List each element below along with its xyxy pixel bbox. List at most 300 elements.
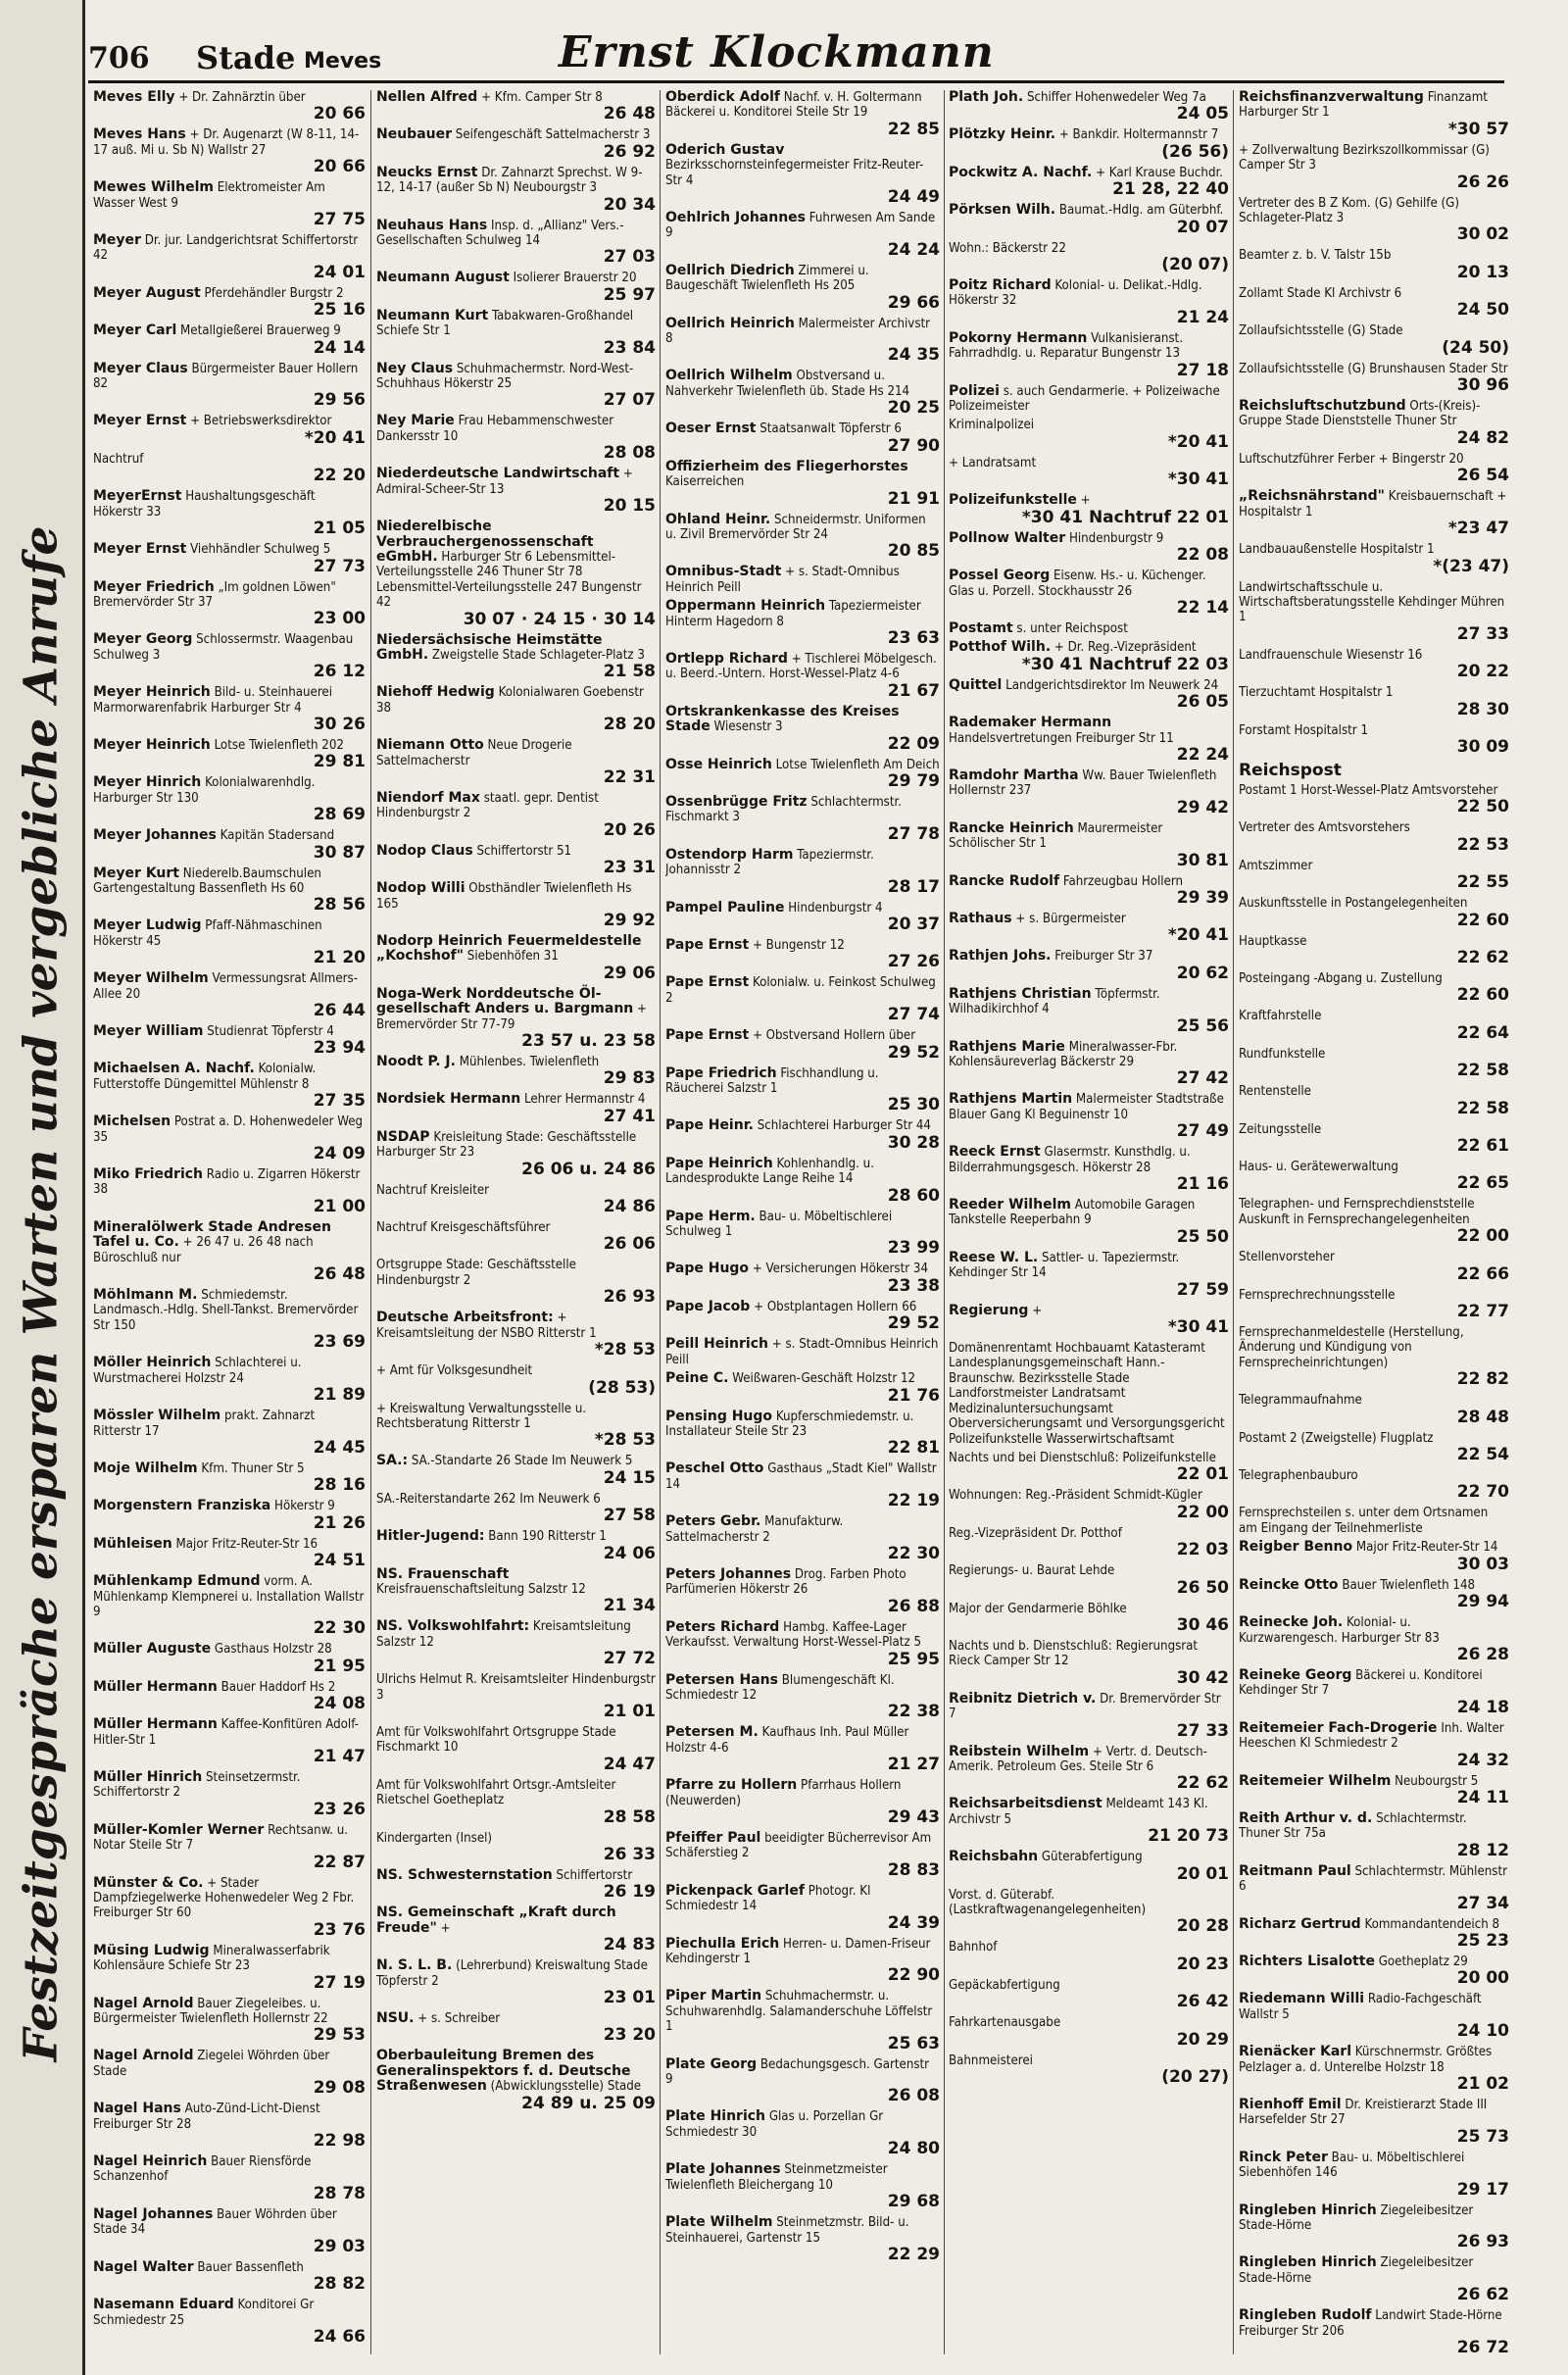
entry-phone: 20 13 [1456, 262, 1509, 282]
entry-name: Plate Wilhelm [665, 2214, 773, 2231]
entry-details: Obstversand u. Nahverkehr Twielenfleth üb. Stade Hs 214 [665, 369, 910, 399]
entry-phone: 23 63 [887, 627, 940, 648]
directory-entry [1239, 685, 1509, 718]
entry-details: Bild- u. Steinhauerei Marmorwarenfabrik Harburger Str 4 [93, 685, 333, 716]
entry-details: Dr. Bremervörder Str 7 [949, 1691, 1221, 1722]
directory-entry [665, 1066, 940, 1115]
entry-phone: 28 20 [603, 715, 656, 735]
entry-name: Postamt [949, 619, 1013, 636]
directory-entry [376, 881, 656, 930]
entry-name: Reibnitz Dietrich v. [949, 1690, 1097, 1707]
entry-name: Oehlrich Johannes [665, 210, 807, 226]
entry-phone: 22 70 [1456, 1482, 1509, 1503]
entry-details: Meldeamt 143 Kl. Archivstr 5 [949, 1797, 1208, 1827]
entry-details: Blumengeschäft Kl. Schmiedestr 12 [665, 1672, 895, 1703]
entry-name: Nagel Hans [93, 2101, 181, 2117]
entry-name: Niederelbische Verbrauchergenossenschaft eGmbH. [376, 519, 594, 565]
entry-phone: 24 89 u. 25 09 [521, 2093, 656, 2113]
entry-phone: 21 67 [887, 680, 940, 701]
entry-phone: *30 41 Nachtruf 22 03 [1021, 654, 1229, 674]
entry-name: Plate Georg [665, 2055, 758, 2072]
entry-name: Peill Heinrich [665, 1336, 768, 1353]
directory-entry [949, 166, 1229, 199]
entry-details: Domänenrentamt Hochbauamt Katasteramt Landesplanungsgemeinschaft Hann.-Braunschw. Bezirksstelle Stade Landforstmeister Landratsamt Medizinaluntersuchungsamt Oberversicherungsamt und Versorgungsgericht Polizeifunkstelle Wasserwirtschaftsamt [949, 1341, 1225, 1447]
entry-name: Oellrich Wilhelm [665, 368, 793, 384]
entry-details: + Versicherungen Hökerstr 34 [752, 1262, 928, 1277]
entry-phone: 23 26 [313, 1799, 366, 1819]
entry-details: Pfarrhaus Hollern (Neuwerden) [665, 1778, 902, 1808]
entry-details: Hindenburgstr 9 [1068, 530, 1164, 546]
directory-entry [949, 1563, 1229, 1597]
entry-name: Meyer Heinrich [93, 684, 211, 701]
entry-name: Meyer Ernst [93, 541, 187, 558]
directory-entry [665, 938, 940, 971]
entry-phone: 25 23 [1456, 1930, 1509, 1951]
entry-phone: *20 41 [304, 427, 366, 448]
directory-entry [376, 271, 656, 304]
entry-details: Schuhmachermstr. Nord-West-Schuhhaus Hökerstr 25 [376, 361, 634, 392]
directory-entry [376, 1402, 656, 1451]
entry-details: Ziegeleibesitzer Stade-Hörne [1239, 2202, 1474, 2234]
directory-entry [1239, 362, 1509, 395]
entry-phone: 21 47 [313, 1746, 366, 1766]
entry-details: Kindergarten (Insel) [376, 1830, 493, 1846]
entry-name: Pfarre zu Hollern [665, 1777, 798, 1794]
directory-entry [949, 384, 1229, 415]
entry-phone: 22 98 [313, 2131, 366, 2152]
directory-entry [949, 1602, 1229, 1635]
entry-details: + s. Stadt-Omnibus Heinrich Peill [665, 1337, 939, 1367]
entry-name: Müller Hermann [93, 1678, 218, 1695]
entry-details: staatl. gepr. Dentist Hindenburgstr 2 [376, 790, 599, 821]
directory-entry [665, 901, 940, 934]
directory-entry [93, 1642, 366, 1675]
entry-phone: 26 06 [603, 1234, 656, 1255]
entry-details: + [440, 1920, 451, 1936]
entry-phone: 30 07 · 24 15 · 30 14 [463, 609, 656, 629]
entry-details: Landgerichtsdirektor Im Neuwerk 24 [1005, 677, 1219, 693]
entry-phone: 21 20 [313, 948, 366, 968]
entry-details: + [1080, 493, 1091, 509]
directory-entry [949, 1341, 1229, 1447]
entry-phone: 29 79 [887, 770, 940, 791]
entry-name: NSDAP [376, 1128, 430, 1145]
entry-phone: 29 66 [887, 292, 940, 313]
entry-phone: 22 62 [1456, 947, 1509, 967]
entry-name: Rademaker Hermann [949, 715, 1112, 731]
entry-phone: 25 95 [887, 1649, 940, 1669]
column-4 [949, 90, 1229, 2354]
entry-phone: 27 90 [887, 435, 940, 456]
directory-entry [376, 1868, 656, 1902]
entry-details: Vermessungsrat Allmers-Allee 20 [93, 971, 358, 1002]
entry-details: Zollamt Stade Kl Archivstr 6 [1239, 285, 1402, 301]
directory-entry [376, 2011, 656, 2045]
entry-details: Kolonialw. u. Feinkost Schulweg 2 [665, 975, 936, 1006]
entry-phone: 29 52 [887, 1042, 940, 1063]
entry-details: Bau- u. Möbeltischlerei Siebenhöfen 146 [1239, 2150, 1465, 2181]
column-divider [660, 90, 661, 2354]
directory-entry [93, 580, 366, 629]
entry-phone: 27 42 [1176, 1068, 1229, 1089]
entry-phone: 24 32 [1456, 1750, 1509, 1770]
directory-entry [93, 1997, 366, 2046]
entry-phone: 23 84 [603, 337, 656, 358]
entry-details: SA.-Standarte 26 Stade Im Neuwerk 5 [411, 1454, 633, 1469]
directory-entry [665, 1262, 940, 1295]
directory-entry [376, 1672, 656, 1721]
directory-entry [93, 1288, 366, 1352]
directory-entry [376, 520, 656, 628]
entry-phone: 29 08 [313, 2078, 366, 2099]
entry-details: Siebenhöfen 31 [466, 949, 559, 965]
entry-details: Telegraphenbauburo [1239, 1468, 1358, 1484]
entry-phone: (20 07) [1161, 255, 1229, 275]
directory-entry [949, 127, 1229, 161]
entry-details: Schiffertorstr [556, 1868, 633, 1883]
entry-name: Nagel Arnold [93, 2048, 194, 2064]
entry-phone: 25 30 [887, 1095, 940, 1115]
entry-name: Michaelsen A. Nachf. [93, 1061, 255, 1077]
entry-name: Mineralölwerk Stade Andresen Tafel u. Co. [93, 1218, 331, 1251]
entry-name: Möhlmann M. [93, 1287, 198, 1304]
entry-phone: 22 08 [1176, 545, 1229, 566]
directory-entry [376, 1183, 656, 1216]
entry-phone: 28 16 [313, 1475, 366, 1496]
entry-details: Ziegeleibesitzer Stade-Hörne [1239, 2255, 1474, 2286]
entry-details: Haushaltungsgeschäft Hökerstr 33 [93, 489, 316, 520]
entry-phone: 22 01 [1176, 1464, 1229, 1485]
directory-entry [1239, 2308, 1509, 2354]
entry-details: s. auch Gendarmerie. + Polizeiwache Polizeimeister [949, 383, 1220, 415]
entry-phone: 28 60 [887, 1185, 940, 1206]
directory-entry [1239, 143, 1509, 192]
directory-entry [665, 1831, 940, 1880]
entry-details: Kolonial- u. Kurzwarengesch. Harburger Str 83 [1239, 1615, 1440, 1646]
directory-entry [1239, 2255, 1509, 2304]
entry-details: Steinsetzermstr. Schiffertorstr 2 [93, 1769, 301, 1801]
entry-name: Rienäcker Karl [1239, 2044, 1351, 2060]
entry-name: Pampel Pauline [665, 899, 785, 915]
entry-name: Oeser Ernst [665, 421, 757, 437]
directory-entry [1239, 286, 1509, 320]
entry-name: Reincke Otto [1239, 1576, 1339, 1593]
entry-details: Amt für Volkswohlfahrt Ortsgr.-Amtsleiter Rietschel Goetheplatz [376, 1777, 616, 1808]
entry-phone: 27 58 [603, 1506, 656, 1526]
entry-phone: 21 05 [313, 519, 366, 539]
directory-entry [376, 1092, 656, 1125]
entry-phone: 30 09 [1456, 736, 1509, 757]
entry-name: Nodorp Heinrich Feuermeldestelle „Kochshof" [376, 933, 642, 965]
entry-details: Kapitän Stadersand [220, 828, 335, 844]
entry-name: Meves Elly [93, 90, 175, 105]
directory-entry [949, 716, 1229, 765]
entry-phone: 26 12 [313, 662, 366, 682]
directory-entry [665, 1337, 940, 1367]
entry-phone: 27 03 [603, 247, 656, 268]
entry-phone: 26 42 [1176, 1992, 1229, 2012]
entry-details: Goetheplatz 29 [1378, 1954, 1468, 1969]
entry-name: Pape Herm. [665, 1208, 756, 1224]
entry-phone: 21 34 [603, 1596, 656, 1616]
entry-name: Niehoff Hedwig [376, 684, 495, 701]
entry-details: Radio u. Zigarren Hökerstr 38 [93, 1167, 361, 1198]
entry-name: Piper Martin [665, 1988, 762, 2004]
directory-entry [1239, 648, 1509, 681]
entry-name: Rathjens Christian [949, 985, 1092, 1002]
entry-phone: 20 00 [1456, 1968, 1509, 1989]
directory-entry [93, 1024, 366, 1058]
directory-entry [1239, 896, 1509, 929]
entry-phone: 26 48 [313, 1264, 366, 1285]
directory-entry [665, 705, 940, 754]
entry-details: Bürgermeister Bauer Hollern 82 [93, 361, 359, 392]
entry-phone: 21 91 [887, 488, 940, 509]
entry-phone: 30 87 [313, 842, 366, 863]
entry-details: + Dr. Zahnärztin über [178, 90, 306, 105]
entry-name: Nagel Heinrich [93, 2153, 208, 2170]
entry-phone: 22 90 [887, 1965, 940, 1986]
entry-name: Ney Marie [376, 413, 455, 429]
directory-entry [665, 143, 940, 207]
entry-phone: (24 50) [1442, 337, 1509, 358]
entry-name: Oellrich Heinrich [665, 315, 795, 331]
directory-entry [949, 1304, 1229, 1337]
entry-details: Bauer Ziegeleibes. u. Bürgermeister Twielenfleth Hollernstr 22 [93, 1996, 328, 2027]
directory-entry [665, 1461, 940, 1510]
entry-name: Reitemeier Fach-Drogerie [1239, 1719, 1438, 1736]
entry-name: NS. Frauenschaft [376, 1565, 510, 1582]
entry-phone: 26 08 [887, 2086, 940, 2106]
entry-name: Rancke Rudolf [949, 872, 1060, 889]
directory-entry [1239, 1917, 1509, 1951]
entry-name: Pfeiffer Paul [665, 1830, 761, 1846]
entry-details: Lotse Twielenfleth Am Deich [775, 757, 940, 772]
entry-name: SA.: [376, 1453, 409, 1469]
entry-phone: 20 23 [1176, 1954, 1229, 1974]
entry-name: Pape Friedrich [665, 1064, 777, 1081]
entry-details: Kriminalpolizei [949, 418, 1035, 433]
entry-details: „Im goldnen Löwen" Bremervörder Str 37 [93, 579, 336, 610]
entry-name: Ney Claus [376, 360, 454, 376]
entry-details: Fahrkartenausgabe [949, 2015, 1061, 2031]
entry-details: Schlachterei u. Wurstmacherei Holzstr 24 [93, 1356, 302, 1386]
entry-name: „Reichsnährstand" [1239, 488, 1385, 505]
entry-details: Elektromeister Am Wasser West 9 [93, 180, 325, 211]
entry-phone: 29 56 [313, 390, 366, 411]
entry-phone: 20 37 [887, 915, 940, 934]
directory-entry [376, 467, 656, 516]
directory-entry [665, 1673, 940, 1722]
directory-entry [376, 685, 656, 734]
entry-phone: 24 05 [1176, 104, 1229, 124]
entry-details: Stellenvorsteher [1239, 1250, 1335, 1265]
directory-entry [376, 934, 656, 983]
entry-name: Peine C. [665, 1370, 729, 1387]
column-divider [370, 90, 371, 2354]
entry-details: Fuhrwesen Am Sande 9 [665, 211, 936, 241]
directory-entry [1239, 1540, 1509, 1573]
entry-details: SA.-Reiterstandarte 262 Im Neuwerk 6 [376, 1491, 601, 1507]
entry-details: Kaiserreichen [665, 474, 745, 490]
entry-name: Müller Hermann [93, 1716, 218, 1733]
entry-details: Kolonialwarenhdlg. Harburger Str 130 [93, 775, 316, 806]
entry-phone: (26 56) [1161, 141, 1229, 162]
entry-phone: 21 95 [313, 1656, 366, 1676]
entry-phone: 26 50 [1176, 1577, 1229, 1598]
entry-details: Bann 190 Ritterstr 1 [488, 1529, 607, 1545]
entry-details: Konditorei Gr Schmiedestr 25 [93, 2298, 315, 2328]
column-divider [1233, 90, 1234, 2354]
entry-phone: 29 81 [313, 752, 366, 772]
directory-entry [376, 1363, 656, 1397]
entry-details: Lehrer Hermannstr 4 [523, 1092, 646, 1108]
entry-name: Pockwitz A. Nachf. [949, 164, 1093, 180]
entry-name: Oppermann Heinrich [665, 598, 826, 615]
directory-entry [93, 918, 366, 967]
directory-entry [1239, 1431, 1509, 1464]
entry-details: Landwirtschaftsschule u. Wirtschaftsberatungsstelle Kehdinger Mühren 1 [1239, 579, 1505, 625]
directory-entry [949, 278, 1229, 327]
entry-phone: 24 01 [313, 262, 366, 282]
entry-name: N. S. L. B. [376, 1957, 453, 1974]
entry-details: Bauer Twielenfleth 148 [1342, 1577, 1476, 1593]
entry-name: Reeder Wilhelm [949, 1197, 1071, 1213]
directory-entry [376, 633, 656, 682]
entry-name: Nodop Claus [376, 842, 473, 859]
entry-details: Fahrzeugbau Hollern [1062, 873, 1184, 889]
directory-entry [949, 241, 1229, 274]
directory-entry [93, 1717, 366, 1766]
entry-details: Kfm. Thuner Str 5 [201, 1460, 305, 1476]
entry-phone: 27 33 [1176, 1720, 1229, 1741]
entry-details: + s. Schreiber [417, 2011, 501, 2027]
entry-details: Schlachterei Harburger Str 44 [757, 1118, 931, 1134]
entry-phone: 20 66 [313, 104, 366, 124]
entry-details: Ziegelei Wöhrden über Stade [93, 2049, 330, 2079]
entry-details: (Abwicklungsstelle) Stade [490, 2079, 642, 2095]
entry-phone: *30 41 [1167, 470, 1229, 490]
entry-phone: 22 64 [1456, 1022, 1509, 1043]
entry-phone: 23 20 [603, 2025, 656, 2046]
entry-phone: 27 18 [1176, 360, 1229, 380]
directory-entry [93, 866, 366, 915]
entry-details: beeidigter Bücherrevisor Am Schäferstieg 2 [665, 1831, 932, 1861]
directory-entry [949, 1978, 1229, 2011]
directory-entry [376, 414, 656, 463]
entry-phone: 22 58 [1456, 1098, 1509, 1118]
entry-name: Deutsche Arbeitsfront: [376, 1310, 554, 1326]
directory-entry [665, 565, 940, 595]
entry-name: Ohland Heinr. [665, 511, 771, 527]
entry-phone: 20 62 [1176, 963, 1229, 983]
directory-entry [376, 844, 656, 877]
entry-phone: 22 60 [1456, 910, 1509, 930]
entry-details: Auskunftsstelle in Postangelegenheiten [1239, 896, 1468, 912]
entry-details: Hambg. Kaffee-Lager Verkaufsst. Verwaltung Horst-Wessel-Platz 5 [665, 1619, 921, 1651]
entry-details: Viehhändler Schulweg 5 [190, 542, 331, 558]
entry-name: Reese W. L. [949, 1249, 1039, 1265]
directory-entry [93, 1876, 366, 1940]
directory-entry [949, 949, 1229, 982]
entry-details: Kolonialwaren Goebenstr 38 [376, 685, 644, 716]
directory-entry [376, 166, 656, 215]
directory-entry [93, 2049, 366, 2098]
entry-details: + Stader Dampfziegelwerke Hohenwedeler Weg 2 Fbr. Freiburger Str 60 [93, 1875, 355, 1921]
page-number: 706 [88, 41, 150, 75]
entry-name: Piechulla Erich [665, 1935, 780, 1952]
entry-phone: 21 00 [313, 1196, 366, 1216]
directory-entry [93, 233, 366, 282]
entry-phone: 30 46 [1176, 1614, 1229, 1635]
entry-details: + Tischlerei Möbelgesch. u. Beerd.-Untern. Horst-Wessel-Platz 4-6 [665, 651, 937, 682]
entry-details: Finanzamt Harburger Str 1 [1239, 90, 1488, 121]
entry-details: Steinmetzmstr. Bild- u. Steinhauerei, Gartenstr 15 [665, 2215, 909, 2246]
entry-phone: 22 81 [887, 1438, 940, 1459]
section-heading: Reichspost [1239, 760, 1342, 780]
entry-details: Herren- u. Damen-Friseur Kehdingerstr 1 [665, 1936, 931, 1967]
directory-entry [1239, 1160, 1509, 1193]
entry-phone: 22 53 [1456, 834, 1509, 855]
directory-entry [949, 331, 1229, 380]
entry-name: MeyerErnst [93, 488, 182, 505]
entry-phone: 29 53 [313, 2025, 366, 2046]
entry-details: Mineralwasser-Fbr. Kohlensäureverlag Bäckerstr 29 [949, 1039, 1178, 1069]
entry-name: Poitz Richard [949, 277, 1052, 294]
directory-entry [93, 2102, 366, 2151]
directory-entry [93, 414, 366, 447]
entry-phone: 27 26 [887, 952, 940, 972]
directory-entry [93, 452, 366, 485]
entry-phone: 24 15 [603, 1467, 656, 1488]
entry-details: + Betriebswerksdirektor [190, 414, 332, 429]
entry-details: Kreisamtsleitung Salzstr 12 [376, 1619, 631, 1650]
entry-details: Kürschnermstr. Größtes Pelzlager a. d. Unterelbe Holzstr 18 [1239, 2045, 1493, 2075]
entry-phone: 29 17 [1456, 2179, 1509, 2200]
entry-name: Michelsen [93, 1113, 172, 1130]
column-5 [1239, 90, 1509, 2354]
entry-phone: 23 94 [313, 1038, 366, 1059]
directory-entry [665, 848, 940, 897]
directory-entry [1239, 489, 1509, 538]
entry-phone: 29 68 [887, 2192, 940, 2212]
entry-name: Noga-Werk Norddeutsche Öl-gesellschaft Anders u. Bargmann [376, 985, 634, 1017]
entry-phone: 26 62 [1456, 2285, 1509, 2305]
entry-details: + Amt für Volksgesundheit [376, 1363, 533, 1379]
directory-entry [1239, 2151, 1509, 2200]
entry-phone: 23 01 [603, 1988, 656, 2008]
entry-name: Neuhaus Hans [376, 217, 488, 233]
directory-entry [1239, 580, 1509, 644]
directory-entry [376, 1567, 656, 1616]
entry-details: Freiburger Str 37 [1054, 949, 1153, 965]
entry-details: Wiesenstr 3 [713, 719, 783, 735]
entry-details: Glas u. Porzellan Gr Schmiedestr 30 [665, 2109, 884, 2140]
entry-phone: 24 66 [313, 2326, 366, 2347]
entry-name: Meyer August [93, 284, 201, 301]
directory-entry [1239, 1721, 1509, 1770]
directory-entry [949, 912, 1229, 945]
directory-entry [376, 1778, 656, 1827]
sidebar-slogan-band [0, 0, 85, 2375]
directory-entry [665, 1118, 940, 1152]
entry-phone: 27 72 [603, 1649, 656, 1669]
entry-details: Isolierer Brauerstr 20 [513, 271, 637, 286]
entry-phone: 24 18 [1456, 1697, 1509, 1717]
entry-details: Schlachtermstr. Fischmarkt 3 [665, 794, 902, 825]
entry-phone: 24 24 [887, 239, 940, 260]
entry-details: Mineralwasserfabrik Kohlensäure Schiefe Str 23 [93, 1943, 330, 1974]
